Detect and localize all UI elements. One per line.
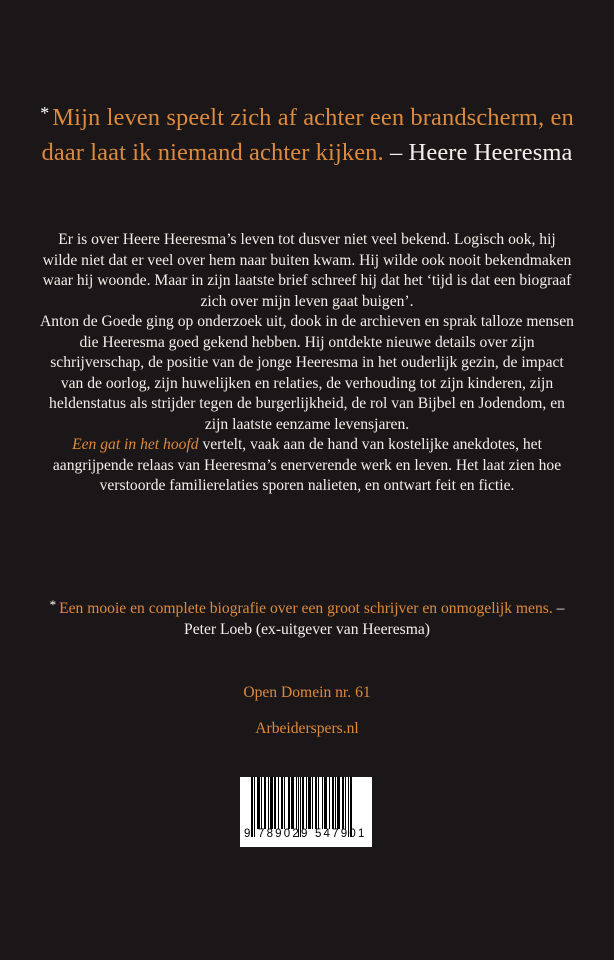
blurb-paragraph-1: Er is over Heere Heeresma’s leven tot dusver niet veel bekend. Logisch ook, hij wilde niet dat er veel over hem naar buiten kwam. Hij wilde ook nooit bekendmaken waar hij woonde. Maar in zijn laatste brief schreef hij dat het ‘tijd is dat een biograaf zich over mijn leven gaat buigen’. [42, 231, 572, 310]
book-title: Een gat in het hoofd [72, 436, 199, 453]
blurb-paragraph-2: Anton de Goede ging op onderzoek uit, dook in de archieven en sprak talloze mensen die Heeresma goed gekend hebben. Hij ontdekte nieuwe details over zijn schrijverschap, de positie van de jonge Heeresma in het ouderlijk gezin, de impact van de oorlog, zijn huwelijken en relaties, de verhouding tot zijn kinderen, zijn heldenstatus als strijder tegen de burgerlijkheid, de rol van Bijbel en Jodendom, en zijn laatste eenzame levensjaren. [40, 313, 574, 433]
blurb [40, 230, 574, 497]
review-quote [40, 598, 574, 640]
publisher-website: Arbeiderspers.nl [255, 720, 359, 737]
blurb-paragraph-3 [40, 435, 574, 497]
top-quote-attribution: – Heere Heeresma [389, 139, 573, 166]
isbn-barcode [240, 777, 372, 847]
top-quote [40, 101, 574, 169]
asterisk-icon: * [40, 103, 50, 123]
review-text: Een mooie en complete biografie over een groot schrijver en onmogelijk mens. [59, 600, 553, 617]
review-attribution: – Peter Loeb (ex-uitgever van Heeresma) [184, 600, 565, 638]
blurb-paragraph-3-text: vertelt, vaak aan de hand van kostelijke anekdotes, het aangrijpende relaas van Heeresma’s enerverende werk en leven. Het laat zien hoe verstoorde familierelaties sporen nalieten, en ontwart feit en fictie. [52, 436, 562, 494]
series-label: Open Domein nr. 61 [243, 684, 371, 701]
asterisk-icon: * [49, 597, 57, 612]
top-quote-text: Mijn leven speelt zich af achter een brandscherm, en daar laat ik niemand achter kijken. [41, 104, 574, 166]
isbn-digits: 9 789029 547901 [244, 828, 367, 840]
